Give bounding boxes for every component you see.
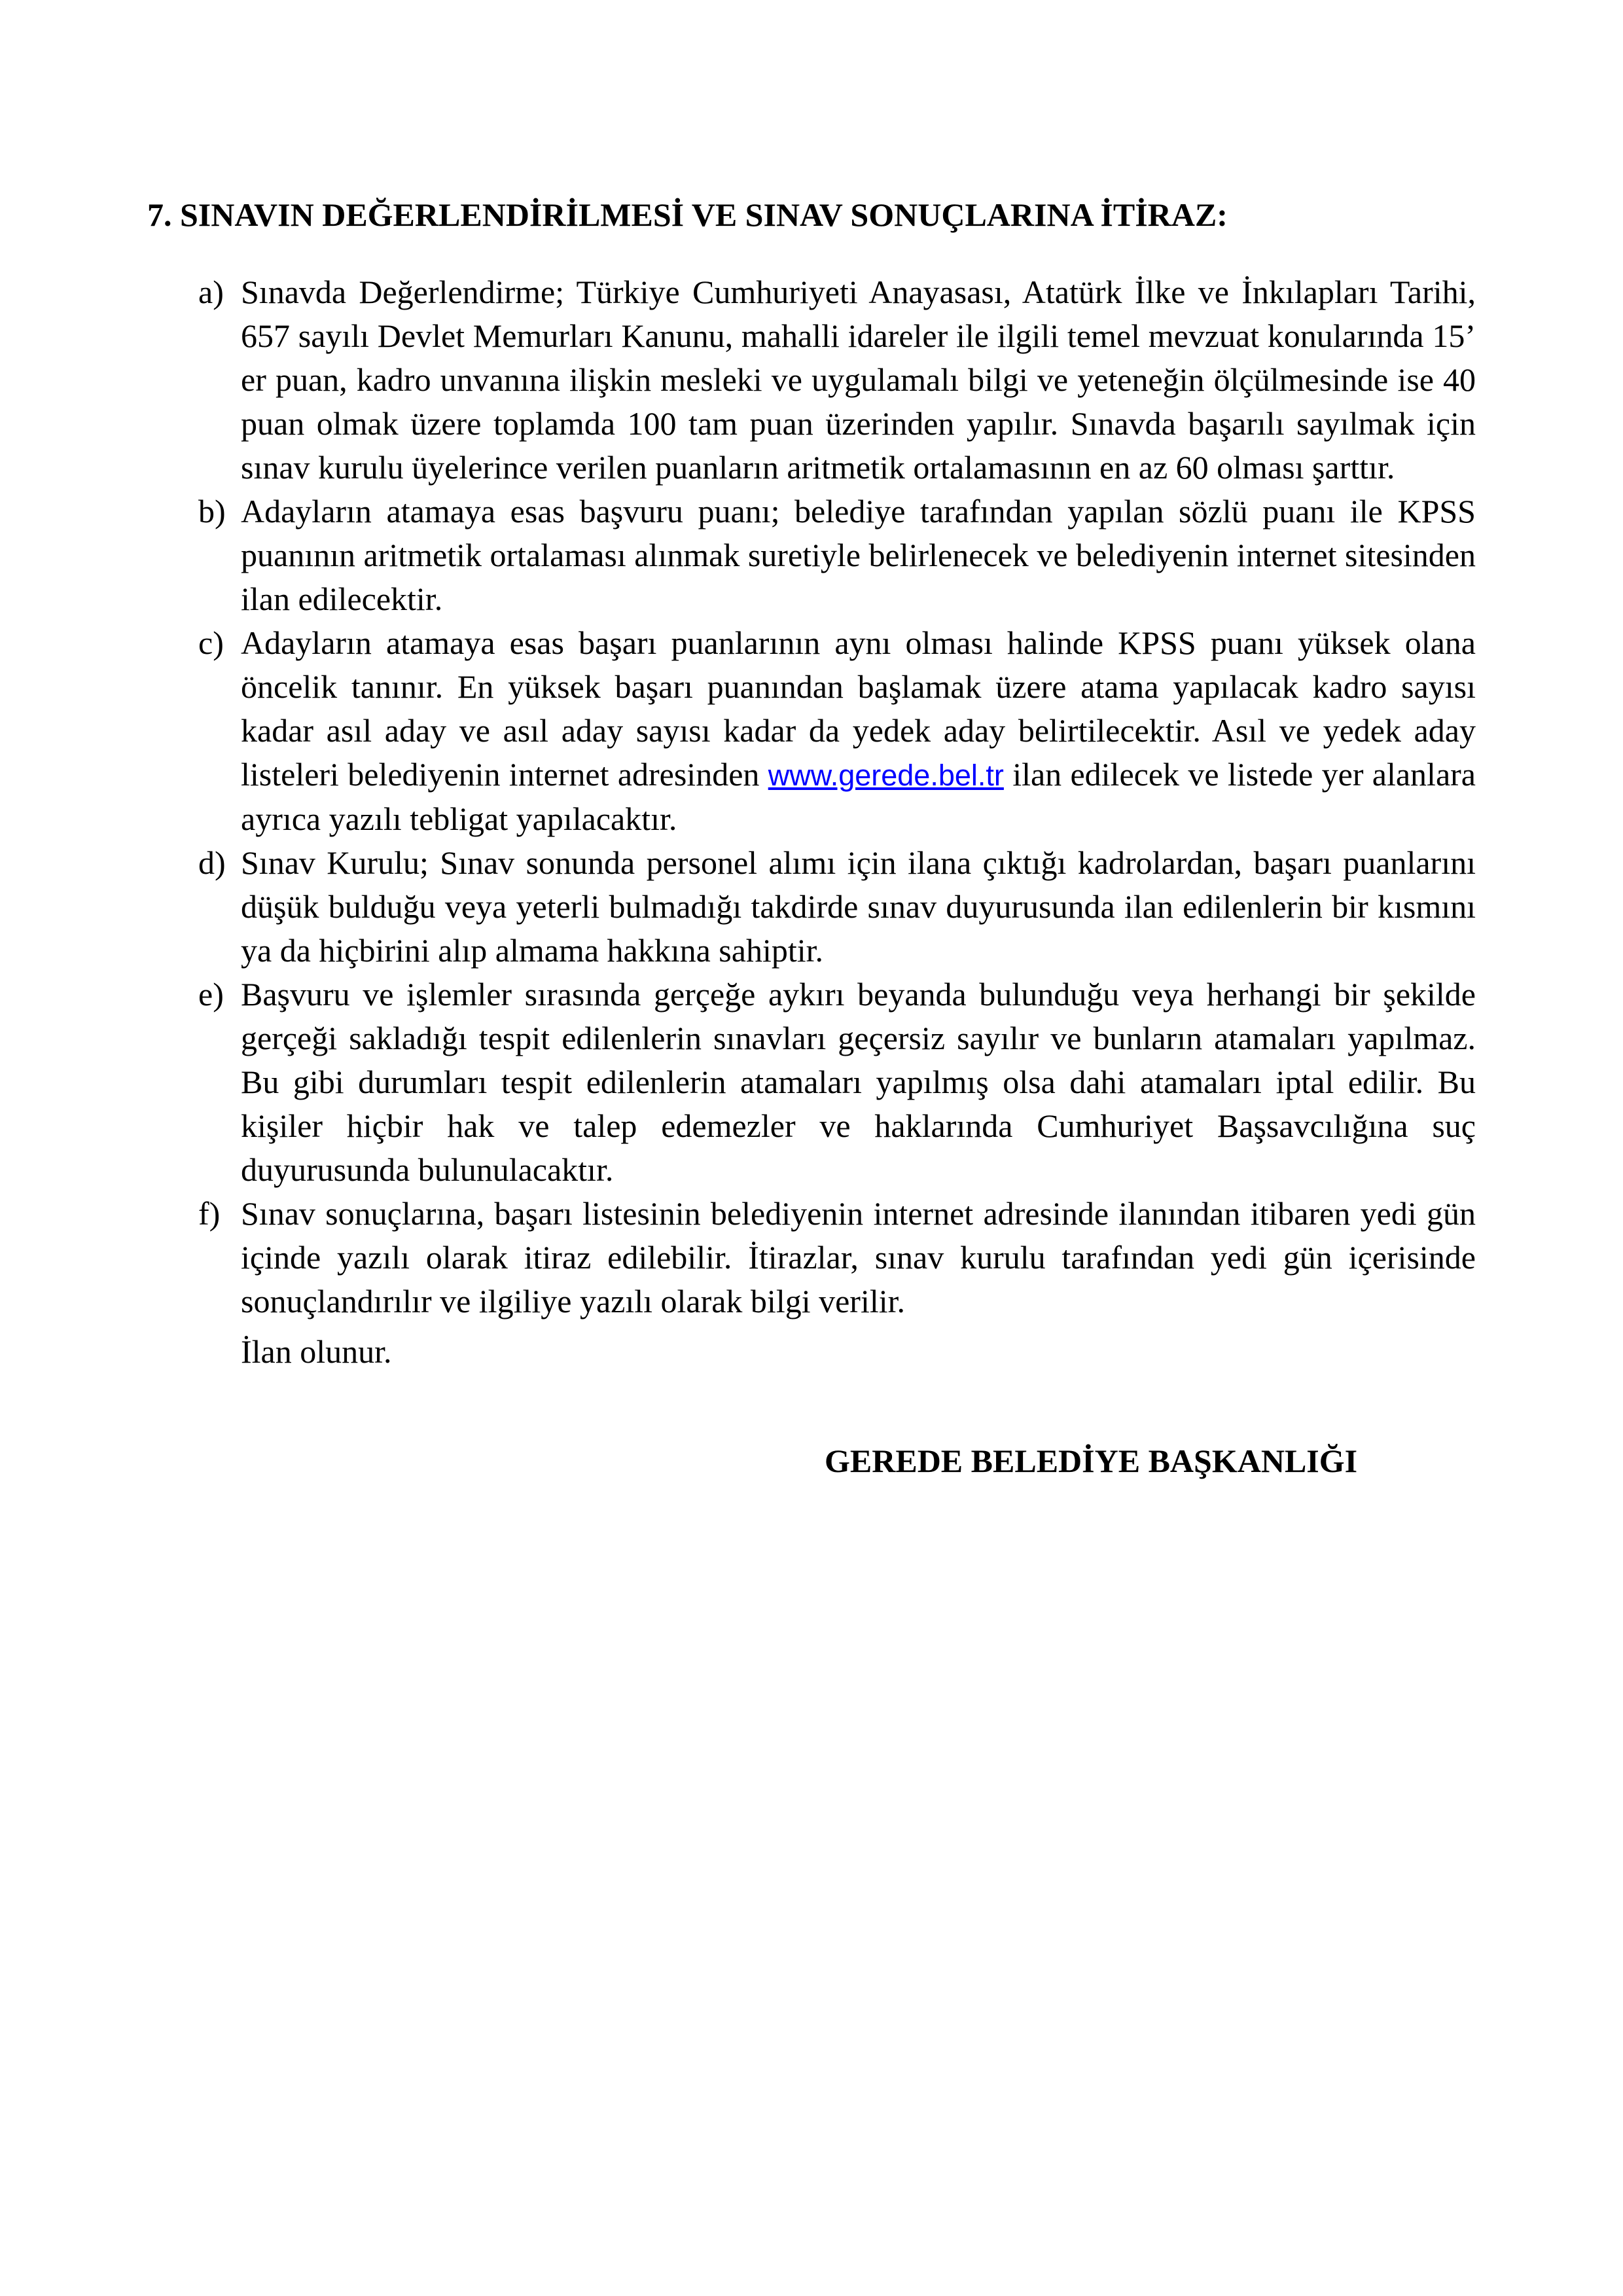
list-item-c xyxy=(147,621,1476,841)
list-item-text: Sınavda Değerlendirme; Türkiye Cumhuriyeti Anayasası, Atatürk İlke ve İnkılapları Tarihi, 657 sayılı Devlet Memurları Kanunu, mahalli idareler ile ilgili temel mevzuat konularında 15’ er puan, kadro unvanına ilişkin mesleki ve uygulamalı bilgi ve yeteneğin ölçülmesinde ise 40 puan olmak üzere toplamda 100 tam puan üzerinden yapılır. Sınavda başarılı sayılmak için sınav kurulu üyelerince verilen puanların aritmetik ortalamasının en az 60 olması şarttır. xyxy=(241,274,1476,486)
list-item-e xyxy=(147,973,1476,1192)
ordered-list xyxy=(147,270,1476,1323)
list-item-label: b) xyxy=(198,493,226,529)
list-item-text: Sınav sonuçlarına, başarı listesinin belediyenin internet adresinde ilanından itibaren yedi gün içinde yazılı olarak itiraz edilebilir. İtirazlar, sınav kurulu tarafından yedi gün içerisinde sonuçlandırılır ve ilgiliye yazılı olarak bilgi verilir. xyxy=(241,1195,1476,1319)
municipality-website-link[interactable]: www.gerede.bel.tr xyxy=(768,759,1004,792)
list-item-text xyxy=(241,621,1476,841)
list-item-text-after-link: ilan edilecek ve listede yer alanlara ayrıca yazılı tebligat yapılacaktır. xyxy=(241,756,1476,837)
list-item-label: f) xyxy=(198,1195,221,1232)
list-item-a xyxy=(147,270,1476,490)
list-item-text-before-link: Adayların atamaya esas başarı puanlarının aynı olması halinde KPSS puanı yüksek olana öncelik tanınır. En yüksek başarı puanından başlamak üzere atama yapılacak kadro sayısı kadar asıl aday ve asıl aday sayısı kadar da yedek aday belirtilecektir. Asıl ve yedek aday listeleri belediyenin internet adresinden xyxy=(241,624,1476,793)
list-item-text: Adayların atamaya esas başvuru puanı; belediye tarafından yapılan sözlü puanı ile KPSS puanının aritmetik ortalaması alınmak suretiyle belirlenecek ve belediyenin internet sitesinden ilan edilecektir. xyxy=(241,493,1476,617)
list-item-label: c) xyxy=(198,624,224,661)
list-item-label: a) xyxy=(198,274,224,310)
list-item-label: d) xyxy=(198,844,226,881)
section-title: 7. SINAVIN DEĞERLENDİRİLMESİ VE SINAV SONUÇLARINA İTİRAZ: xyxy=(147,196,1228,233)
list-item-text: Başvuru ve işlemler sırasında gerçeğe aykırı beyanda bulunduğu veya herhangi bir şekilde gerçeği sakladığı tespit edilenlerin sınavları geçersiz sayılır ve bunların atamaları yapılmaz. Bu gibi durumları tespit edilenlerin atamaları yapılmış olsa dahi atamaları iptal edilir. Bu kişiler hiçbir hak ve talep edemezler ve haklarında Cumhuriyet Başsavcılığına suç duyurusunda bulunulacaktır. xyxy=(241,976,1476,1188)
list-item-b xyxy=(147,490,1476,621)
closing-text: İlan olunur. xyxy=(241,1333,392,1370)
list-item-text: Sınav Kurulu; Sınav sonunda personel alımı için ilana çıktığı kadrolardan, başarı puanlarını düşük bulduğu veya yeterli bulmadığı takdirde sınav duyurusunda ilan edilenlerin bir kısmını ya da hiçbirini alıp almama hakkına sahiptir. xyxy=(241,844,1476,969)
list-item-label: e) xyxy=(198,976,224,1013)
list-item-d xyxy=(147,841,1476,973)
document-body xyxy=(147,193,1476,1483)
list-item-f xyxy=(147,1192,1476,1323)
signature-authority: GEREDE BELEDİYE BAŞKANLIĞI xyxy=(825,1443,1358,1479)
